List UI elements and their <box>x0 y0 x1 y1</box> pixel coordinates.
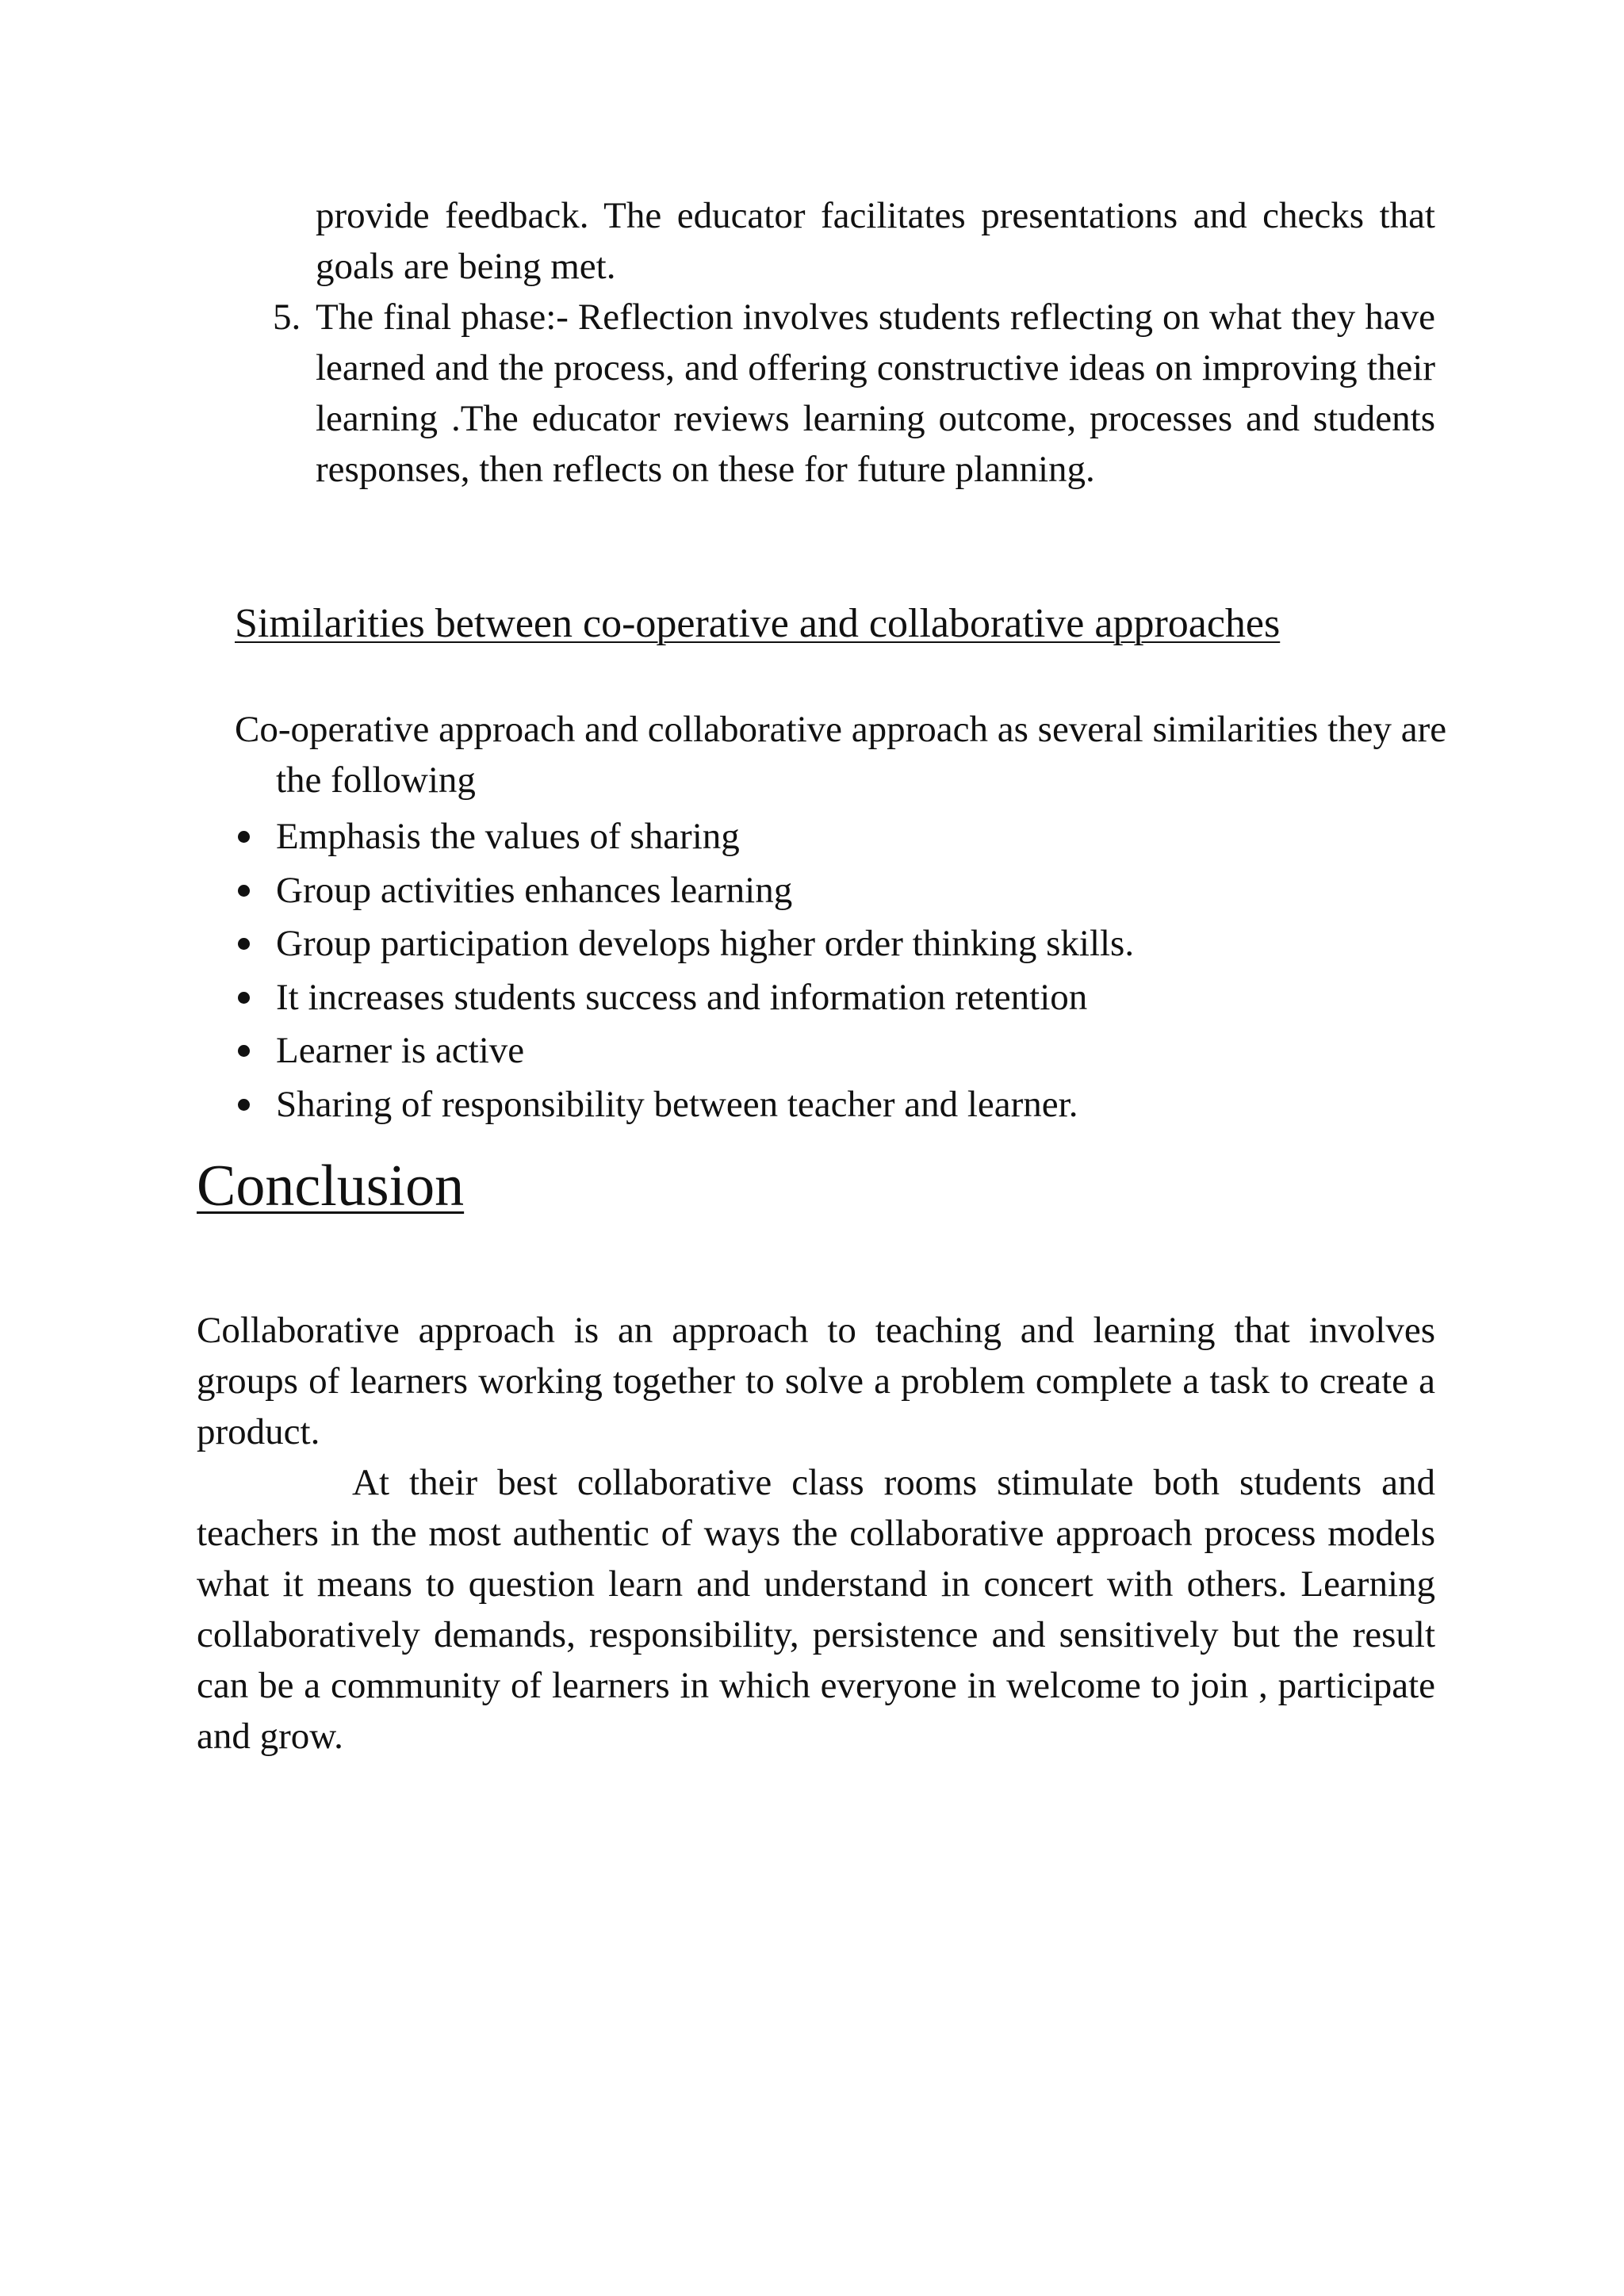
conclusion-paragraph-1: Collaborative approach is an approach to teaching and learning that involves groups of learners working together to solve a problem complete a task to create a product. <box>197 1310 1435 1452</box>
similarities-bullet-list <box>235 810 1435 1131</box>
bullet-text: Learner is active <box>276 1030 525 1071</box>
list-number: 5. <box>273 297 301 338</box>
bullet-dot-icon <box>238 938 250 950</box>
list-item <box>235 864 1435 918</box>
bullet-dot-icon <box>238 1045 250 1057</box>
list-item <box>235 810 1435 864</box>
phase-list-item-5 <box>273 292 1435 495</box>
list-item <box>235 1024 1435 1078</box>
similarities-heading: Similarities between co-operative and collaborative approaches <box>235 601 1281 646</box>
bullet-text: Emphasis the values of sharing <box>276 816 740 857</box>
bullet-dot-icon <box>238 885 250 897</box>
list-item <box>235 971 1435 1025</box>
phase-5-text: The final phase:- Reflection involves students reflecting on what they have learned and the process, and offering constructive ideas on improving their learning .The educator reviews learning outcome, processes and students responses, then reflects on these for future planning. <box>316 297 1435 490</box>
bullet-dot-icon <box>238 992 250 1004</box>
similarities-intro: Co-operative approach and collaborative approach as several similarities they are the following <box>235 709 1447 801</box>
list-item <box>235 917 1435 971</box>
bullet-text: Group activities enhances learning <box>276 869 793 911</box>
bullet-text: It increases students success and information retention <box>276 976 1088 1018</box>
bullet-text: Sharing of responsibility between teacher and learner. <box>276 1083 1078 1125</box>
conclusion-paragraph-2: At their best collaborative class rooms stimulate both students and teachers in the most authentic of ways the collaborative approach process models what it means to question learn and understand in concert with others. Learning collaboratively demands, responsibility, persistence and sensitively but the result can be a community of learners in which everyone in welcome to join , participate and grow. <box>197 1462 1435 1757</box>
bullet-dot-icon <box>238 1099 250 1111</box>
phase4-continuation-text: provide feedback. The educator facilitates presentations and checks that goals are being met. <box>316 195 1435 287</box>
bullet-text: Group participation develops higher order thinking skills. <box>276 923 1135 964</box>
conclusion-heading: Conclusion <box>197 1154 465 1219</box>
list-item <box>235 1078 1435 1132</box>
bullet-dot-icon <box>238 831 250 843</box>
